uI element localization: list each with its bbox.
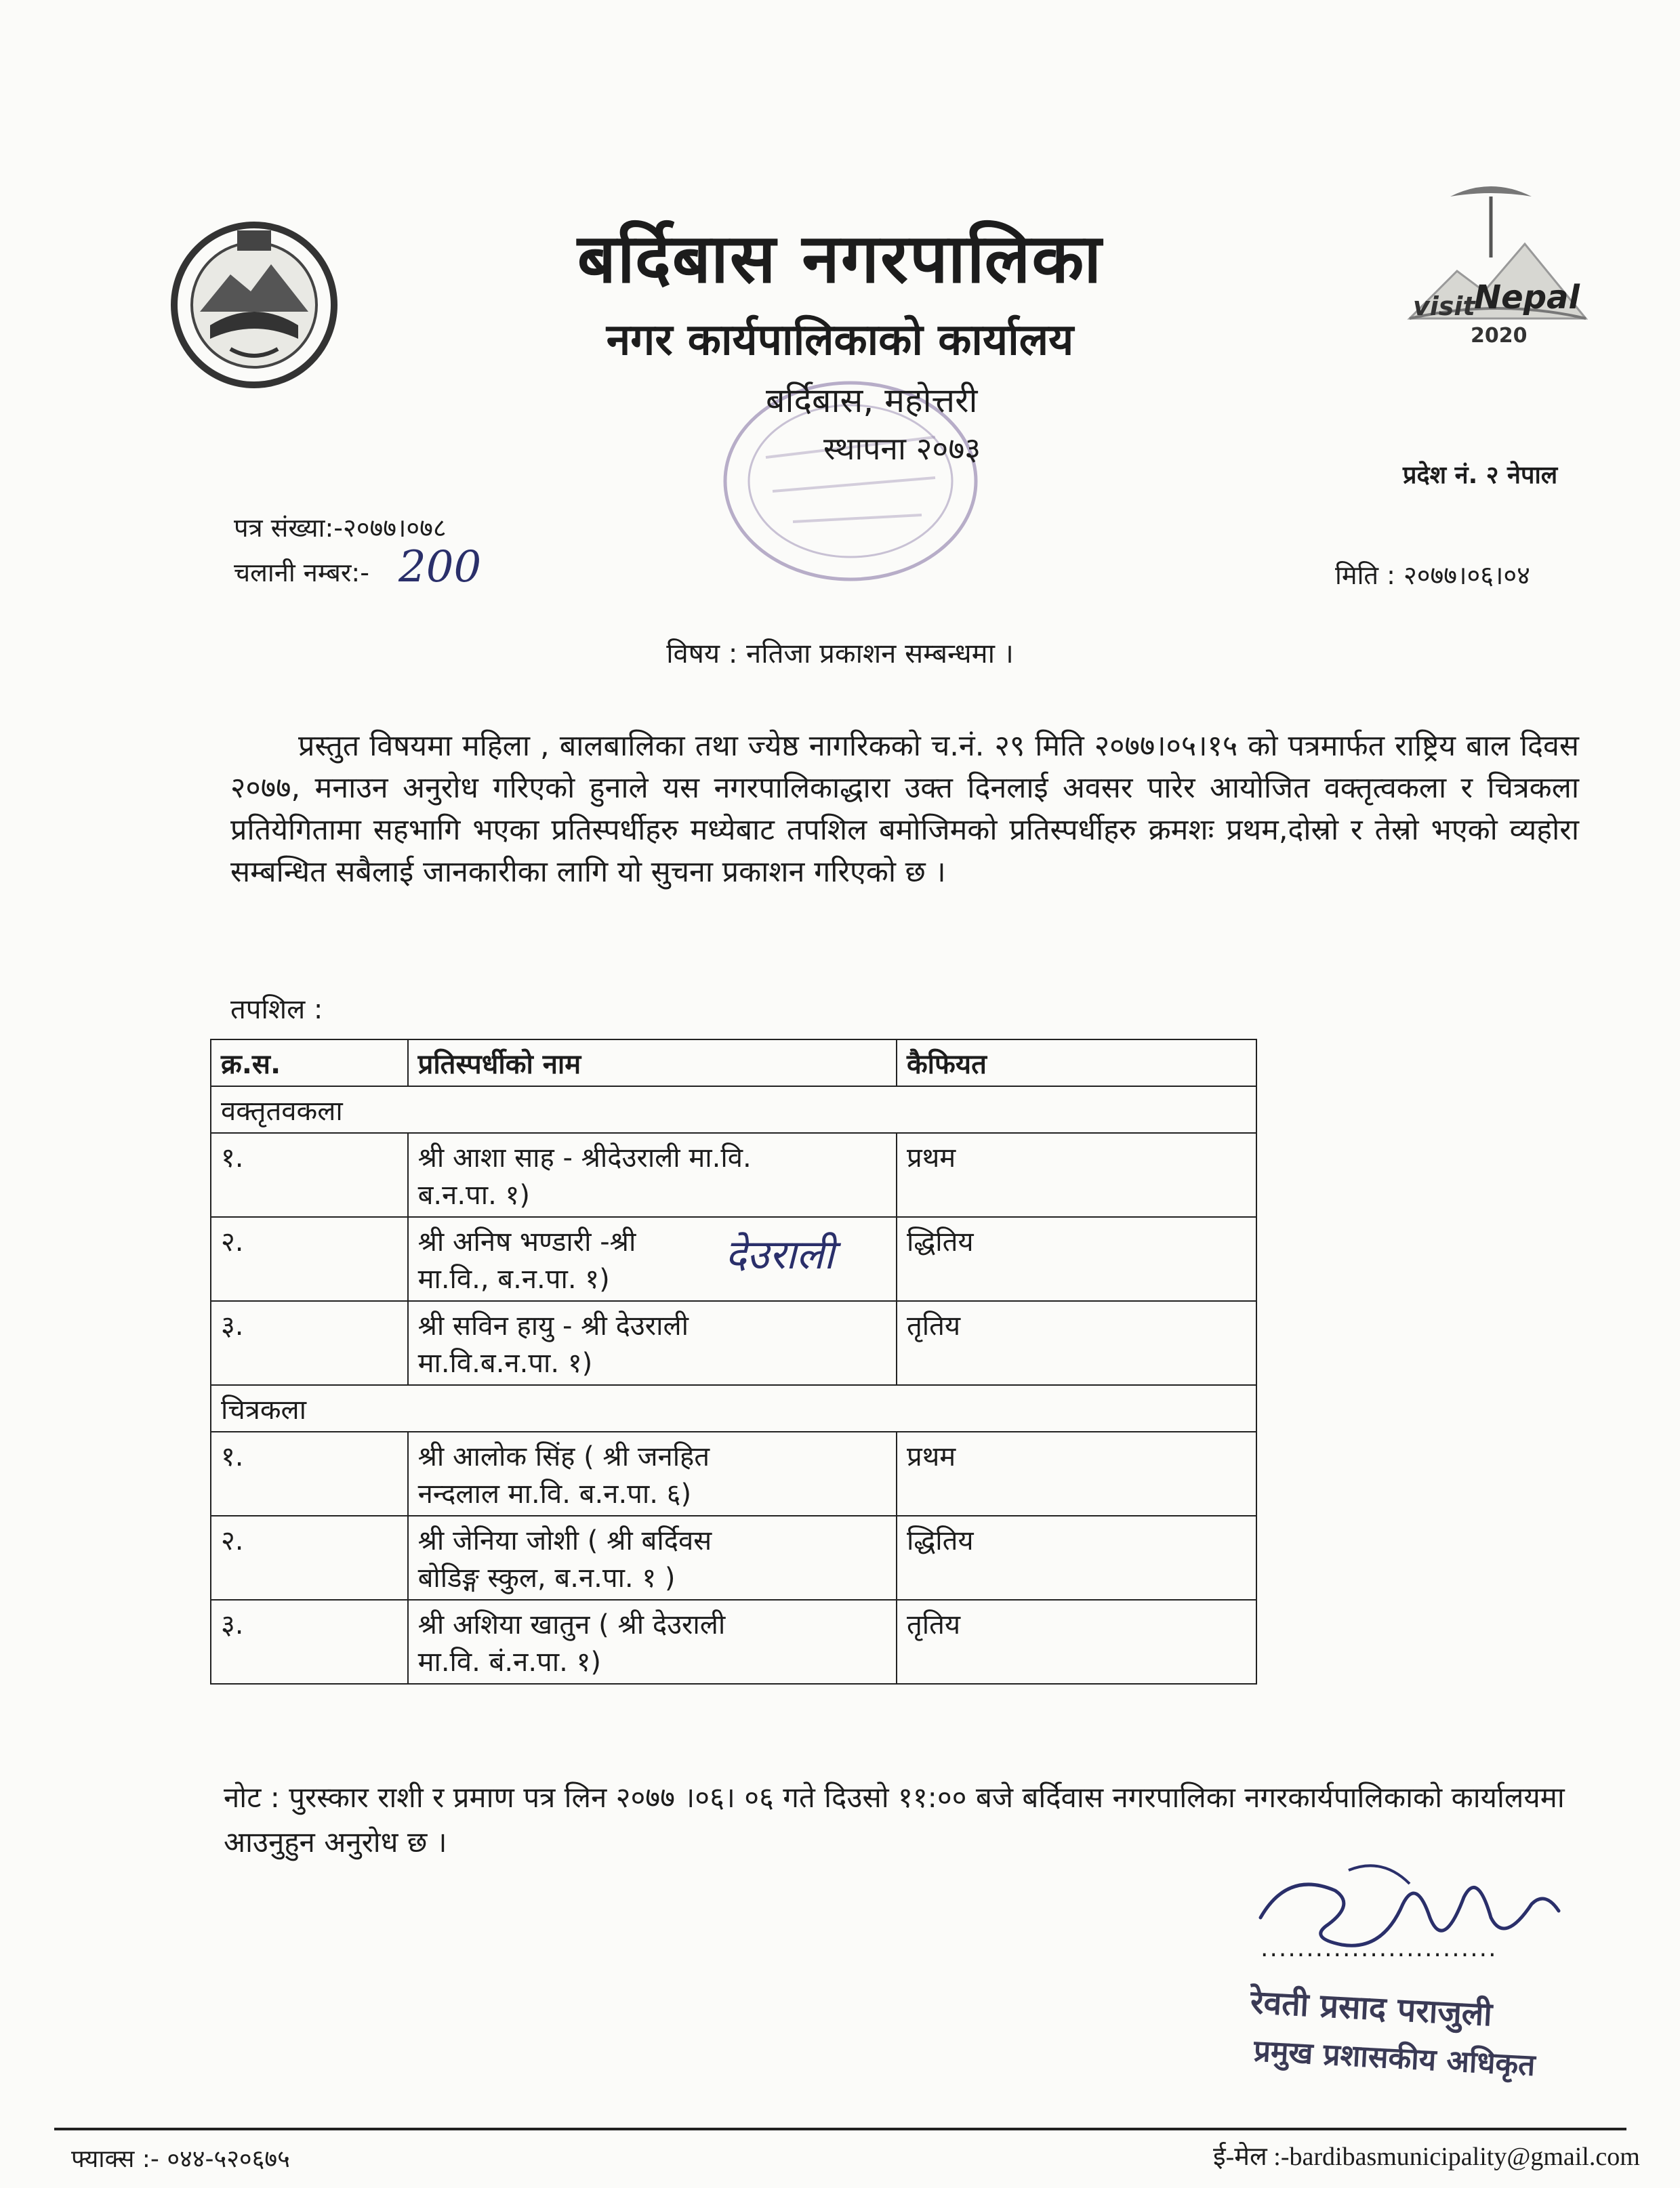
province-label: प्रदेश नं. २ नेपाल (1403, 461, 1558, 489)
name-line-2: मा.वि., ब.न.पा. १) (417, 1264, 610, 1295)
serial-cell: १. (211, 1133, 408, 1217)
established-year: स्थापना २०७३ (823, 430, 981, 467)
visit-nepal-2020-logo-icon (1396, 183, 1599, 366)
section-row (211, 1086, 1256, 1133)
office-subtitle: नगर कार्यपालिकाको कार्यालय (606, 315, 1074, 365)
name-line-1: श्री सविन हायु - श्री देउराली (417, 1310, 689, 1342)
remark-cell: प्रथम (897, 1133, 1256, 1217)
svg-text:visit: visit (1413, 291, 1475, 321)
email-address: ई-मेल :-bardibasmunicipality@gmail.com (1213, 2143, 1640, 2171)
serial-cell: २. (211, 1217, 408, 1301)
dispatch-number-handwritten: 200 (398, 542, 482, 592)
handwritten-insert: देउराली (725, 1231, 835, 1279)
details-label: तपशिल : (230, 994, 323, 1025)
table-row (211, 1432, 1256, 1516)
table-header-row (211, 1039, 1256, 1086)
svg-text:2020: 2020 (1471, 324, 1528, 348)
officer-name: रेवती प्रसाद पराजुली (1249, 1983, 1494, 2034)
remark-cell: प्रथम (897, 1432, 1256, 1516)
table-row (211, 1516, 1256, 1600)
name-line-2: ब.न.पा. १) (417, 1180, 530, 1211)
table-row (211, 1600, 1256, 1684)
note-paragraph: नोट : पुरस्कार राशी र प्रमाण पत्र लिन २०७७ ।०६। ०६ गते दिउसो ११:०० बजे बर्दिवास नगरपालिका नगरकार्यपालिकाको कार्यालयमा आउनुहुन अनुरोध छ । (224, 1781, 1565, 1859)
remark-cell: तृतिय (897, 1600, 1256, 1684)
remark-cell: द्धितिय (897, 1516, 1256, 1600)
letter-date: मिति : २०७७।०६।०४ (1335, 560, 1530, 590)
header-name: प्रतिस्पर्धीको नाम (408, 1039, 897, 1086)
body-paragraph: प्रस्तुत विषयमा महिला , बालबालिका तथा ज्येष्ठ नागरिकको च.नं. २९ मिति २०७७।०५।१५ को पत्रमार्फत राष्ट्रिय बाल दिवस २०७७, मनाउन अनुरोध गरिएको हुनाले यस नगरपालिकाद्धारा उक्त दिनलाई अवसर पारेर आयोजित वक्तृत्वकला र चित्रकला प्रतियेगितामा सहभागि भएका प्रतिस्पर्धीहरु मध्येबाट तपशिल बमोजिमको प्रतिस्पर्धीहरु क्रमशः प्रथम,दोस्रो र तेस्रो भएको व्यहोरा सम्बन्धित सबैलाई जानकारीका लागि यो सुचना प्रकाशन गरिएको छ । (230, 729, 1579, 889)
name-line-2: बोडिङ्ग स्कुल, ब.न.पा. १ ) (417, 1563, 676, 1594)
name-cell (408, 1133, 897, 1217)
name-line-1: श्री जेनिया जोशी ( श्री बर्दिवस (417, 1525, 712, 1556)
municipality-title: बर्दिबास नगरपालिका (577, 219, 1103, 298)
name-line-2: नन्दलाल मा.वि. ब.न.पा. ६) (417, 1479, 692, 1510)
footer-divider (54, 2128, 1626, 2130)
section-title-drawing: चित्रकला (211, 1385, 1256, 1432)
header-serial: क्र.स. (211, 1039, 408, 1086)
signature-line: .......................... (1261, 1935, 1498, 1962)
fax-number: फ्याक्स :- ०४४-५२०६७५ (71, 2145, 290, 2173)
results-table (210, 1039, 1257, 1685)
section-title-speech: वक्तृतवकला (211, 1086, 1256, 1133)
name-line-1: श्री अनिष भण्डारी -श्री (417, 1226, 636, 1258)
serial-cell: २. (211, 1516, 408, 1600)
name-cell (408, 1432, 897, 1516)
serial-cell: १. (211, 1432, 408, 1516)
section-row (211, 1385, 1256, 1432)
name-cell (408, 1600, 897, 1684)
remark-cell: द्धितिय (897, 1217, 1256, 1301)
officer-title: प्रमुख प्रशासकीय अधिकृत (1252, 2034, 1536, 2083)
name-line-1: श्री आशा साह - श्रीदेउराली मा.वि. (417, 1142, 752, 1174)
subject-line: विषय : नतिजा प्रकाशन सम्बन्धमा । (666, 638, 1014, 669)
name-line-2: मा.वि.ब.न.पा. १) (417, 1348, 593, 1379)
name-line-1: श्री आलोक सिंह ( श्री जनहित (417, 1441, 710, 1472)
letter-number: पत्र संख्या:-२०७७।०७८ (234, 513, 447, 543)
name-cell (408, 1301, 897, 1385)
dispatch-number-label: चलानी नम्बर:- (234, 558, 369, 587)
name-line-1: श्री अशिया खातुन ( श्री देउराली (417, 1609, 726, 1640)
remark-cell: तृतिय (897, 1301, 1256, 1385)
svg-text:Nepal: Nepal (1474, 278, 1580, 316)
header-remark: कैफियत (897, 1039, 1256, 1086)
name-line-2: मा.वि. बं.न.पा. १) (417, 1647, 601, 1678)
serial-cell: ३. (211, 1301, 408, 1385)
office-address: बर्दिबास, महोत्तरी (766, 381, 978, 420)
name-cell (408, 1516, 897, 1600)
serial-cell: ३. (211, 1600, 408, 1684)
table-row (211, 1301, 1256, 1385)
table-row (211, 1133, 1256, 1217)
